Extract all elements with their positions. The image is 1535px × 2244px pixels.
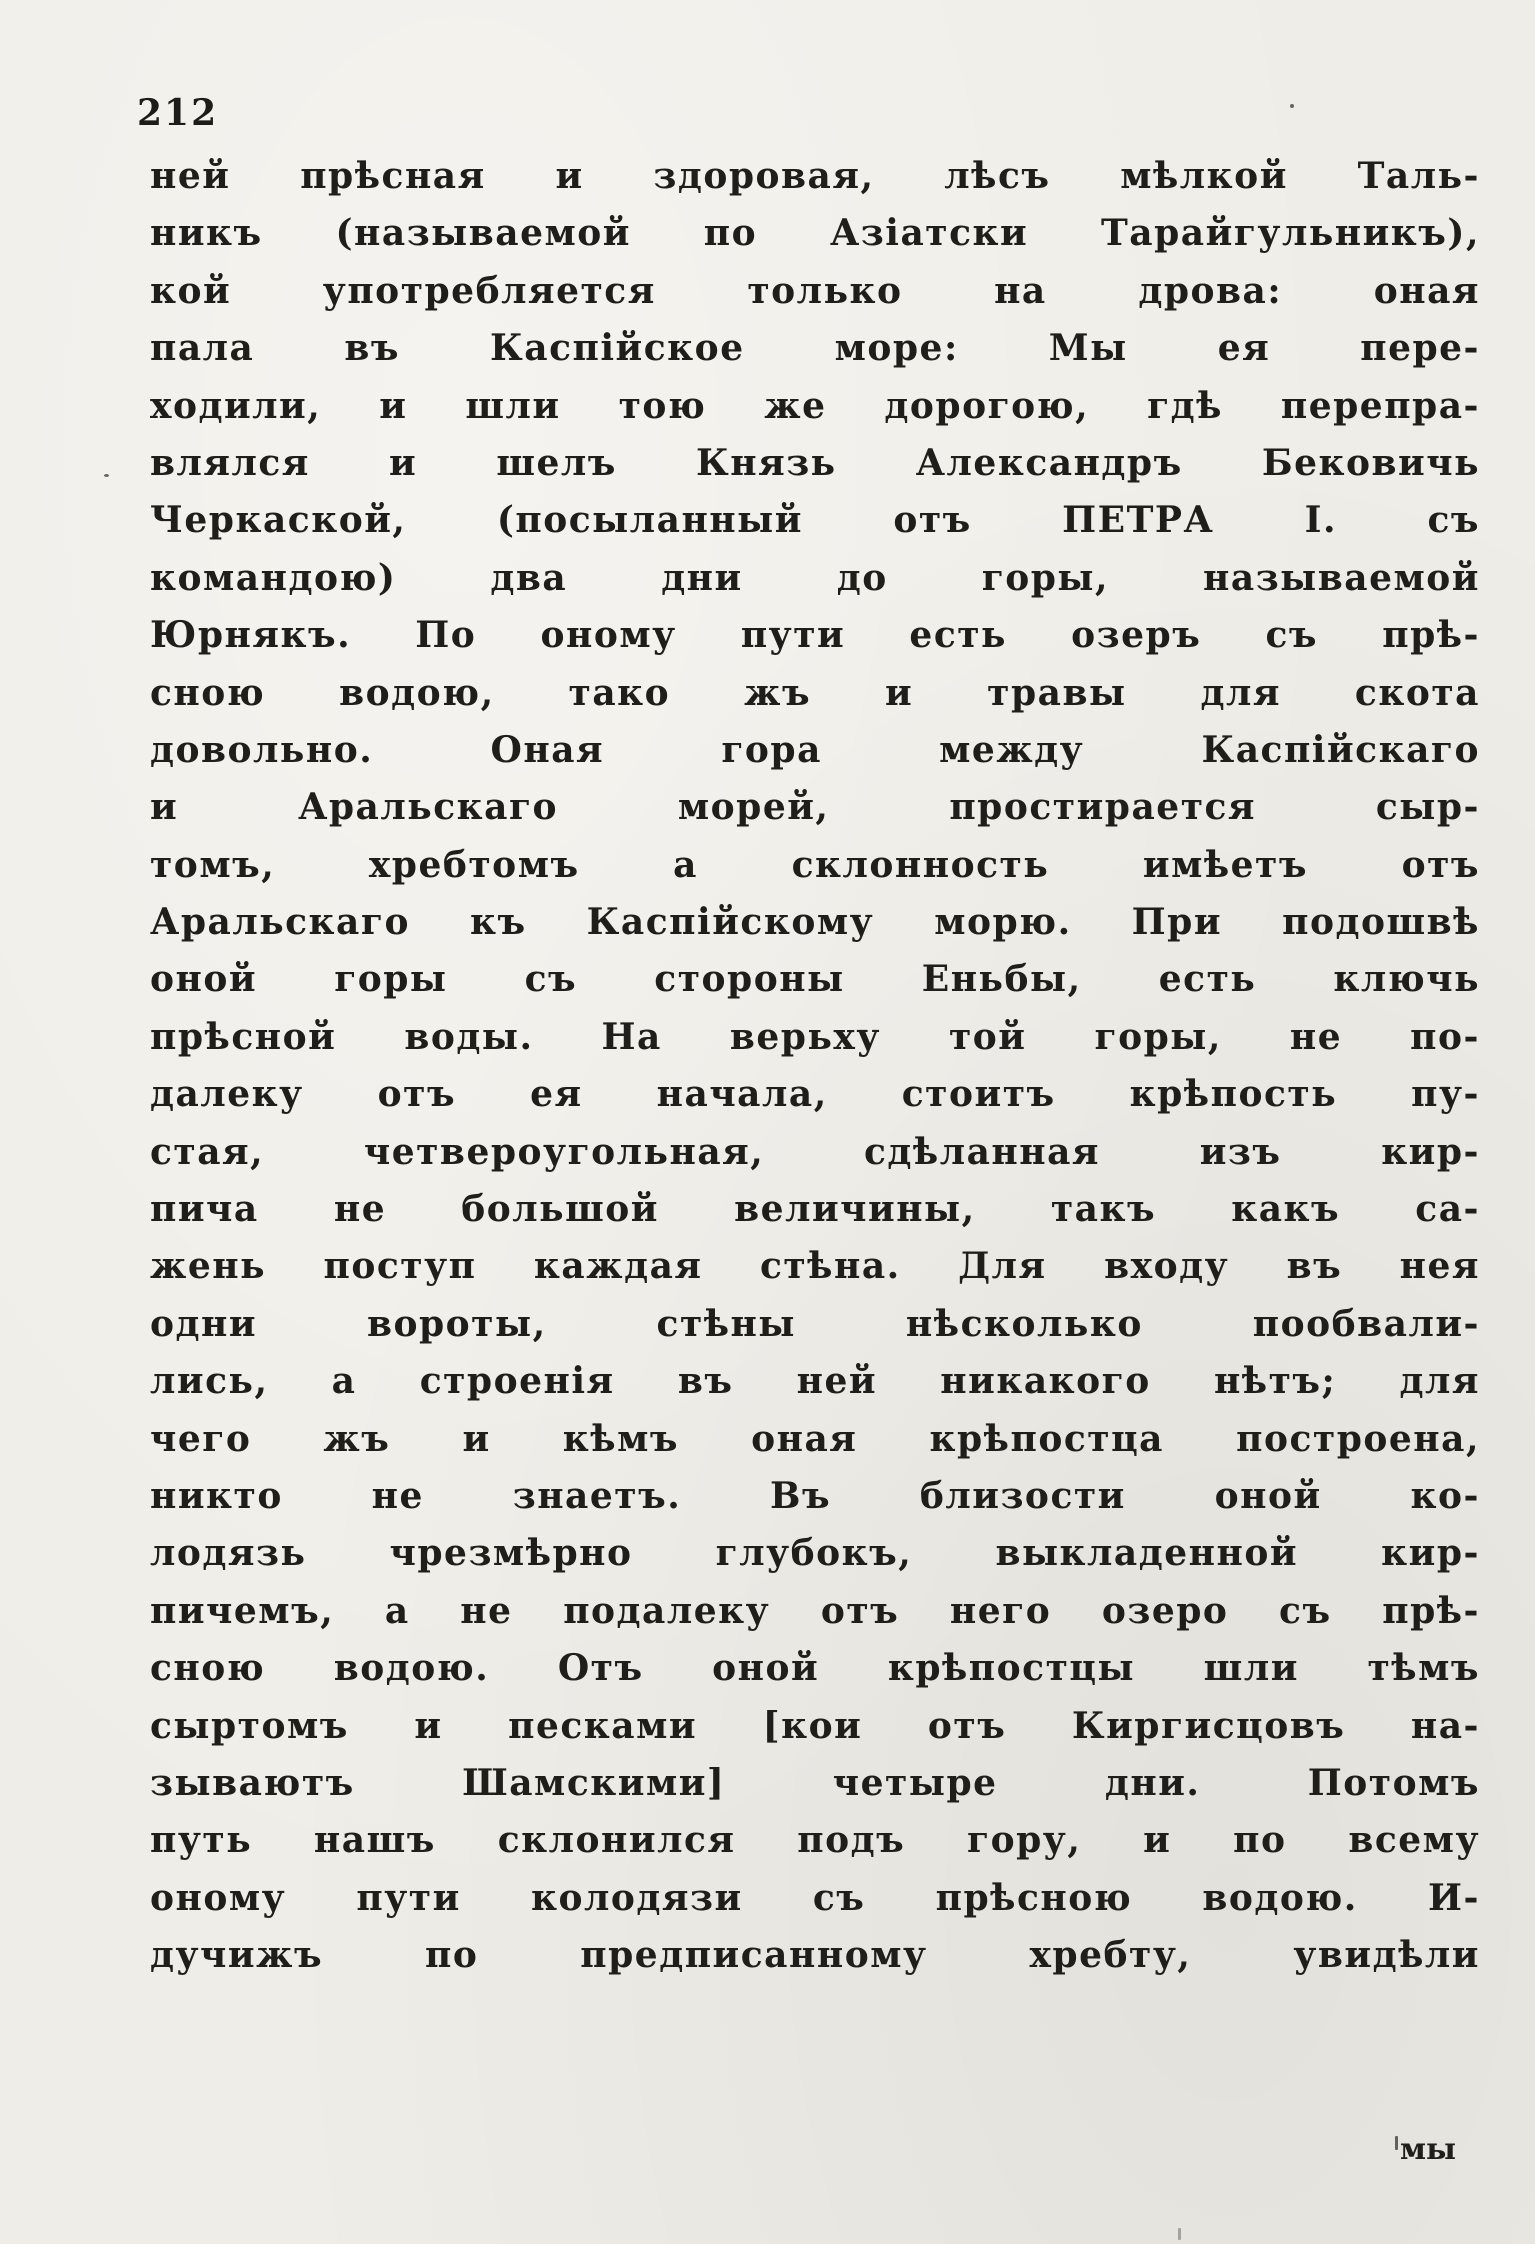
- text-line: сною водою, тако жъ и травы для скота: [150, 671, 1480, 714]
- text-line: стая, четвероугольная, сдѣланная изъ кир-: [150, 1130, 1480, 1173]
- text-line: сною водою. Отъ оной крѣпостцы шли тѣмъ: [150, 1647, 1480, 1690]
- text-line: прѣсной воды. На верьху той горы, не по-: [150, 1015, 1480, 1058]
- text-line: лись, а строенія въ ней никакого нѣтъ; для: [150, 1360, 1480, 1403]
- ink-speck: [1395, 2136, 1398, 2150]
- text-line: никто не знаетъ. Въ близости оной ко-: [150, 1474, 1480, 1517]
- text-line: и Аральскаго морей, простирается сыр-: [150, 786, 1480, 829]
- text-line: путь нашъ склонился подъ гору, и по всему: [150, 1819, 1480, 1862]
- text-line: довольно. Оная гора между Каспійскаго: [150, 728, 1480, 771]
- body-text: [150, 148, 1480, 1985]
- text-line: жень поступ каждая стѣна. Для входу въ нея: [150, 1245, 1480, 1288]
- text-line: сыртомъ и песками [кои отъ Киргисцовъ на-: [150, 1704, 1480, 1747]
- text-line: ней прѣсная и здоровая, лѣсъ мѣлкой Таль-: [150, 155, 1480, 197]
- text-line: дучижъ по предписанному хребту, увидѣли: [150, 1934, 1480, 1977]
- text-line: чего жъ и кѣмъ оная крѣпостца построена,: [150, 1417, 1480, 1460]
- ink-speck: [1290, 104, 1294, 108]
- text-line: Черкаской, (посыланный отъ ПЕТРА I. съ: [150, 499, 1480, 542]
- text-line: пича не большой величины, такъ какъ са-: [150, 1188, 1480, 1231]
- text-line: лодязь чрезмѣрно глубокъ, выкладенной кир-: [150, 1532, 1480, 1575]
- text-line: пала въ Каспійское море: Мы ея пере-: [150, 327, 1480, 370]
- text-line: оной горы съ стороны Еньбы, есть ключь: [150, 958, 1480, 1001]
- text-line: зываютъ Шамскими] четыре дни. Потомъ: [150, 1761, 1480, 1804]
- text-line: Юрнякъ. По оному пути есть озеръ съ прѣ-: [150, 614, 1480, 657]
- ink-speck: [104, 474, 109, 477]
- text-line: томъ, хребтомъ а склонность имѣетъ отъ: [150, 843, 1480, 886]
- text-line: оному пути колодязи съ прѣсною водою. И-: [150, 1876, 1480, 1919]
- text-line: кой употребляется только на дрова: оная: [150, 269, 1480, 312]
- text-line: влялся и шелъ Князь Александръ Бековичь: [150, 441, 1480, 484]
- text-line: пичемъ, а не подалеку отъ него озеро съ прѣ-: [150, 1589, 1480, 1632]
- catchword: мы: [1400, 2132, 1457, 2167]
- ink-speck: [1178, 2228, 1181, 2240]
- text-line: никъ (называемой по Азіатски Тарайгульникъ),: [150, 212, 1480, 255]
- text-line: ходили, и шли тою же дорогою, гдѣ перепра-: [150, 384, 1480, 427]
- text-line: далеку отъ ея начала, стоитъ крѣпость пу-: [150, 1073, 1480, 1116]
- text-line: одни вороты, стѣны нѣсколько пообвали-: [150, 1302, 1480, 1345]
- text-line: командою) два дни до горы, называемой: [150, 556, 1480, 599]
- text-line: Аральскаго къ Каспійскому морю. При подошвѣ: [150, 901, 1480, 944]
- page-number: 212: [137, 92, 219, 134]
